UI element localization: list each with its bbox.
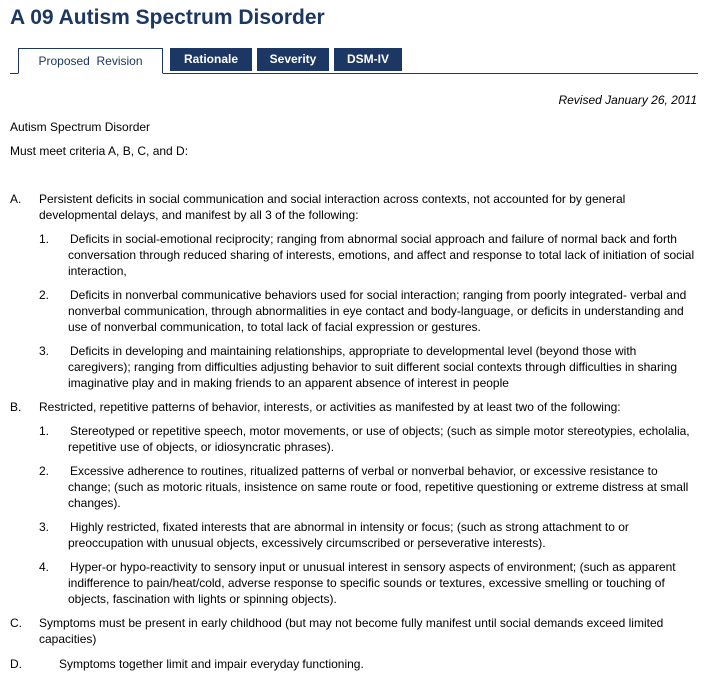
tab-rationale[interactable]: Rationale: [170, 48, 252, 71]
page-title: A 09 Autism Spectrum Disorder: [10, 6, 325, 29]
item-number: 3.: [39, 344, 50, 358]
criterion-label: A.: [10, 192, 22, 206]
criterion-text: Symptoms together limit and impair everyday functioning.: [59, 657, 364, 671]
list-item: Excessive adherence to routines, ritualized patterns of verbal or nonverbal behavior, or excessive resistance to change; (such as motoric rituals, insistence on same route or food, repetitive questioning or extreme distress at small changes).: [68, 464, 689, 510]
list-item: Hyper-or hypo-reactivity to sensory input or unusual interest in sensory aspects of environment; (such as apparent indifference to pain/heat/cold, adverse response to specific sounds or textures, excessive smelling or touching of objects, fascination with lights or spinning objects).: [68, 560, 676, 606]
tab-bar: [10, 48, 698, 74]
list-item: Stereotyped or repetitive speech, motor movements, or use of objects; (such as simple motor stereotypies, echolalia, repetitive use of objects, or idiosyncratic phrases).: [68, 424, 690, 454]
item-number: 1.: [39, 232, 50, 246]
list-item: Highly restricted, fixated interests that are abnormal in intensity or focus; (such as strong attachment to or preoccupation with unusual objects, excessively circumscribed or perseverative interests).: [68, 520, 629, 550]
tab-proposed-revision[interactable]: Proposed Revision: [18, 48, 163, 74]
item-number: 4.: [39, 560, 50, 574]
item-number: 2.: [39, 464, 50, 478]
item-number: 3.: [39, 520, 50, 534]
criterion-label: D.: [10, 657, 22, 671]
criterion-text: Restricted, repetitive patterns of behavior, interests, or activities as manifested by at least two of the following:: [39, 400, 621, 414]
criterion-text: Persistent deficits in social communication and social interaction across contexts, not accounted for by general developmental delays, and manifest by all 3 of the following:: [39, 192, 626, 222]
criterion-label: B.: [10, 400, 22, 414]
revised-date: Revised January 26, 2011: [558, 93, 697, 107]
criterion-text: Symptoms must be present in early childhood (but may not become fully manifest until social demands exceed limited capacities): [39, 616, 664, 646]
item-number: 2.: [39, 288, 50, 302]
document-heading: Autism Spectrum Disorder: [10, 120, 151, 134]
tab-dsm-iv[interactable]: DSM-IV: [334, 48, 402, 71]
tab-severity[interactable]: Severity: [257, 48, 329, 71]
list-item: Deficits in social-emotional reciprocity; ranging from abnormal social approach and failure of normal back and forth conversation through reduced sharing of interests, emotions, and affect and response to total lack of initiation of social interaction,: [68, 232, 695, 278]
criterion-label: C.: [10, 616, 22, 630]
list-item: Deficits in developing and maintaining relationships, appropriate to developmental level (beyond those with caregivers); ranging from difficulties adjusting behavior to suit different social contexts through difficulties in sharing imaginative play and in making friends to an apparent absence of interest in people: [68, 344, 677, 390]
list-item: Deficits in nonverbal communicative behaviors used for social interaction; ranging from poorly integrated- verbal and nonverbal communication, through abnormalities in eye contact and body-language, or deficits in understanding and use of nonverbal communication, to total lack of facial expression or gestures.: [68, 288, 687, 334]
item-number: 1.: [39, 424, 50, 438]
intro-text: Must meet criteria A, B, C, and D:: [10, 144, 189, 158]
